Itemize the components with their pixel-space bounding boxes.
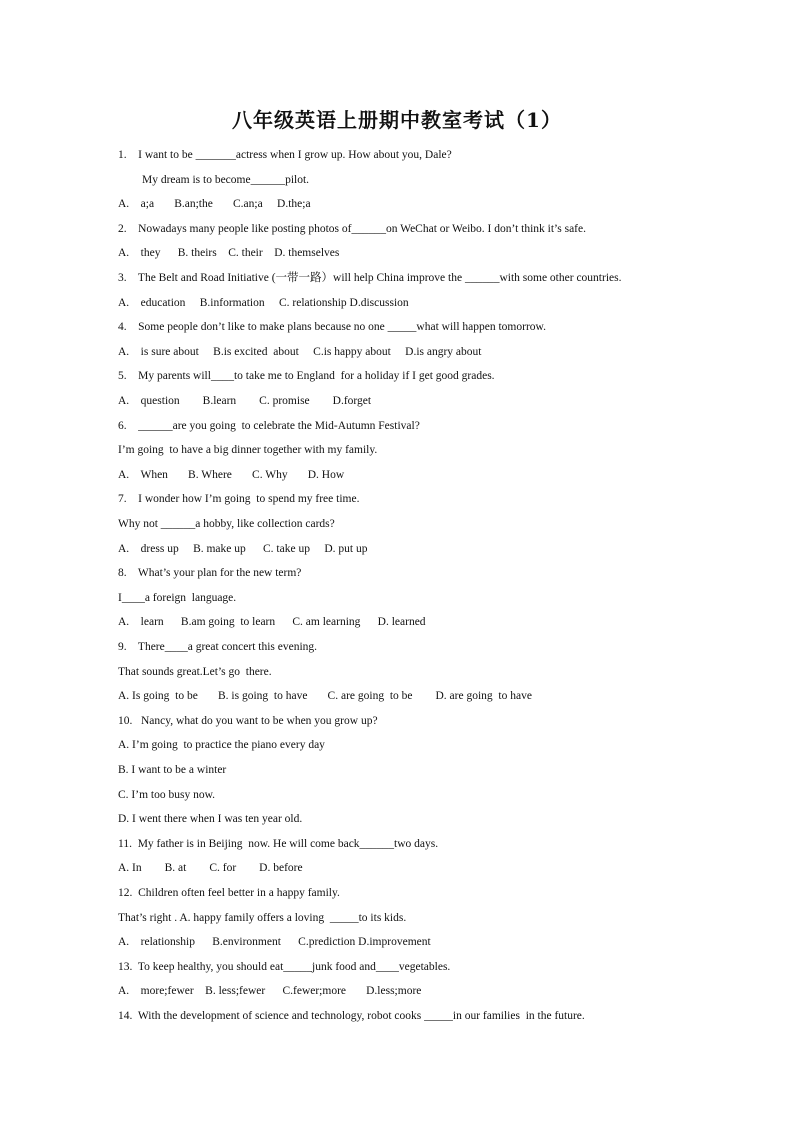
page-title: 八年级英语上册期中教室考试（1） (232, 108, 562, 132)
text-line: A. is sure about B.is excited about C.is happy about D.is angry about (118, 345, 482, 358)
text-line: 8. What’s your plan for the new term? (118, 567, 302, 580)
text-line: That’s right . A. happy family offers a loving _____to its kids. (118, 911, 407, 924)
text-line: My dream is to become______pilot. (142, 173, 310, 186)
text-line: A. learn B.am going to learn C. am learning D. learned (118, 616, 426, 629)
text-line: A. dress up B. make up C. take up D. put up (118, 542, 368, 555)
text-line: A. a;a B.an;the C.an;a D.the;a (118, 198, 311, 211)
text-line: 11. My father is in Beijing now. He will come back______two days. (118, 837, 439, 850)
text-line: 9. There____a great concert this evening. (118, 641, 318, 653)
text-line: A. relationship B.environment C.prediction D.improvement (118, 936, 431, 949)
text-line: A. When B. Where C. Why D. How (118, 468, 345, 481)
text-line: 6. ______are you going to celebrate the Mid-Autumn Festival? (118, 419, 420, 432)
text-line: 7. I wonder how I’m going to spend my free time. (118, 493, 360, 506)
text-line: A. In B. at C. for D. before (118, 862, 303, 875)
text-line: A. they B. theirs C. their D. themselves (118, 247, 340, 260)
text-line: A. question B.learn C. promise D.forget (118, 395, 372, 407)
text-line: A. education B.information C. relationship D.discussion (118, 296, 409, 309)
text-line: 5. My parents will____to take me to England for a holiday if I get good grades. (118, 370, 495, 383)
text-line: That sounds great.Let’s go there. (118, 665, 272, 678)
text-line: D. I went there when I was ten year old. (118, 813, 303, 826)
text-line: 14. With the development of science and technology, robot cooks _____in our families in the future. (118, 1010, 585, 1022)
text-line: I’m going to have a big dinner together with my family. (118, 444, 378, 457)
text-line: 4. Some people don’t like to make plans because no one _____what will happen tomorrow. (118, 321, 546, 334)
text-line: 13. To keep healthy, you should eat_____junk food and____vegetables. (118, 960, 451, 973)
text-line: I____a foreign language. (118, 591, 237, 604)
text-line: 1. I want to be _______actress when I grow up. How about you, Dale? (118, 149, 452, 161)
text-line: 3. The Belt and Road Initiative (一带一路）will help China improve the ______with some other countries. (118, 272, 622, 284)
text-line: 2. Nowadays many people like posting photos of______on WeChat or Weibo. I don’t think it’s safe. (118, 222, 586, 235)
text-line: 12. Children often feel better in a happy family. (118, 887, 340, 899)
text-line: C. I’m too busy now. (118, 788, 216, 801)
text-line: Why not ______a hobby, like collection cards? (118, 518, 335, 530)
text-line: B. I want to be a winter (118, 764, 227, 776)
text-line: A. I’m going to practice the piano every day (118, 739, 325, 752)
text-line: A. Is going to be B. is going to have C. are going to be D. are going to have (118, 690, 532, 703)
text-line: A. more;fewer B. less;fewer C.fewer;more D.less;more (118, 985, 422, 998)
text-line: 10. Nancy, what do you want to be when you grow up? (118, 714, 378, 727)
